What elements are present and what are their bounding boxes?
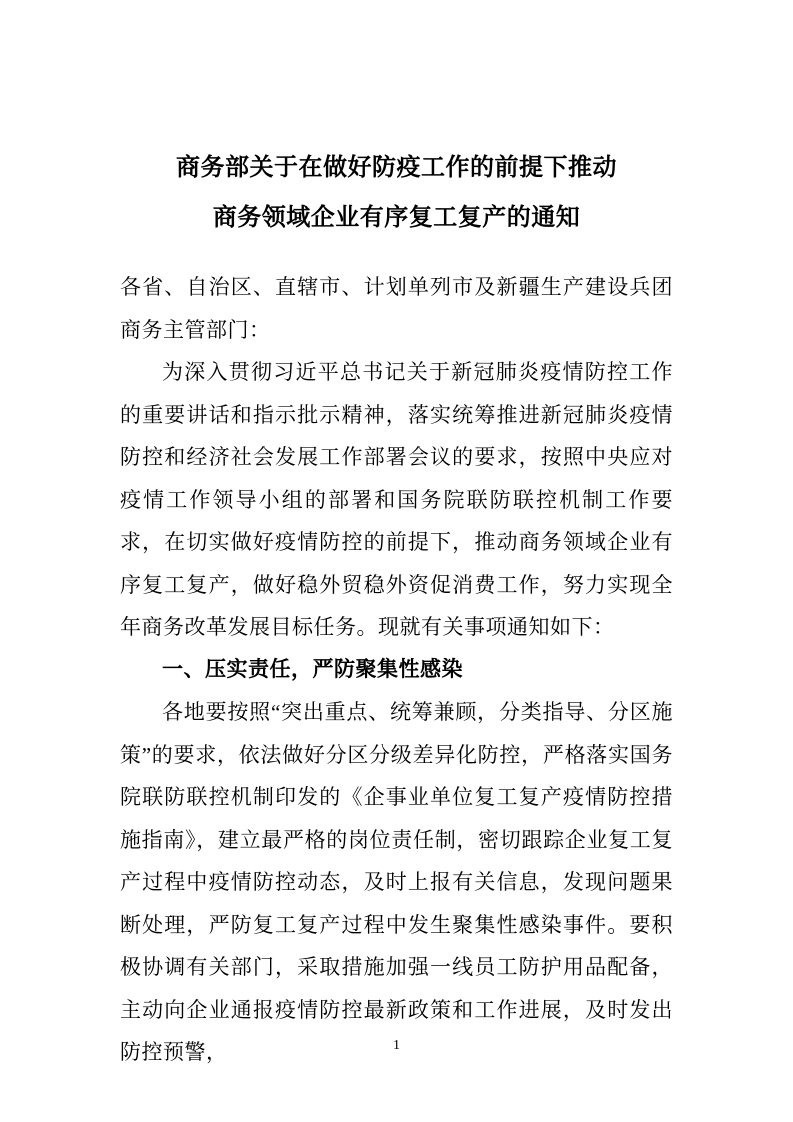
title-line-1: 商务部关于在做好防疫工作的前提下推动	[176, 154, 617, 181]
section-1-paragraph: 各地要按照“突出重点、统筹兼顾，分类指导、分区施策”的要求，依法做好分区分级差异化防控，严格落实国务院联防联控机制印发的《企事业单位复工复产疫情防控措施指南》，建立最严格的岗位责任制，密切跟踪企业复工复产过程中疫情防控动态，及时上报有关信息，发现问题果断处理，严防复工复产过程中发生聚集性感染事件。要积极协调有关部门，采取措施加强一线员工防护用品配备，主动向企业通报疫情防控最新政策和工作进展，及时发出防控预警，	[120, 700, 673, 1064]
intro-paragraph: 为深入贯彻习近平总书记关于新冠肺炎疫情防控工作的重要讲话和指示批示精神，落实统筹推进新冠肺炎疫情防控和经济社会发展工作部署会议的要求，按照中央应对疫情工作领导小组的部署和国务院联防联控机制工作要求，在切实做好疫情防控的前提下，推动商务领域企业有序复工复产，做好稳外贸稳外资促消费工作，努力实现全年商务改革发展目标任务。现就有关事项通知如下：	[120, 360, 673, 639]
addressee-line: 各省、自治区、直辖市、计划单列市及新疆生产建设兵团商务主管部门：	[120, 275, 673, 342]
title-line-2: 商务领域企业有序复工复产的通知	[212, 204, 581, 231]
section-1-heading: 一、压实责任，严防聚集性感染	[162, 657, 463, 681]
page-number: 1	[393, 1038, 400, 1053]
document-body	[120, 266, 673, 1074]
document-title	[120, 143, 673, 243]
